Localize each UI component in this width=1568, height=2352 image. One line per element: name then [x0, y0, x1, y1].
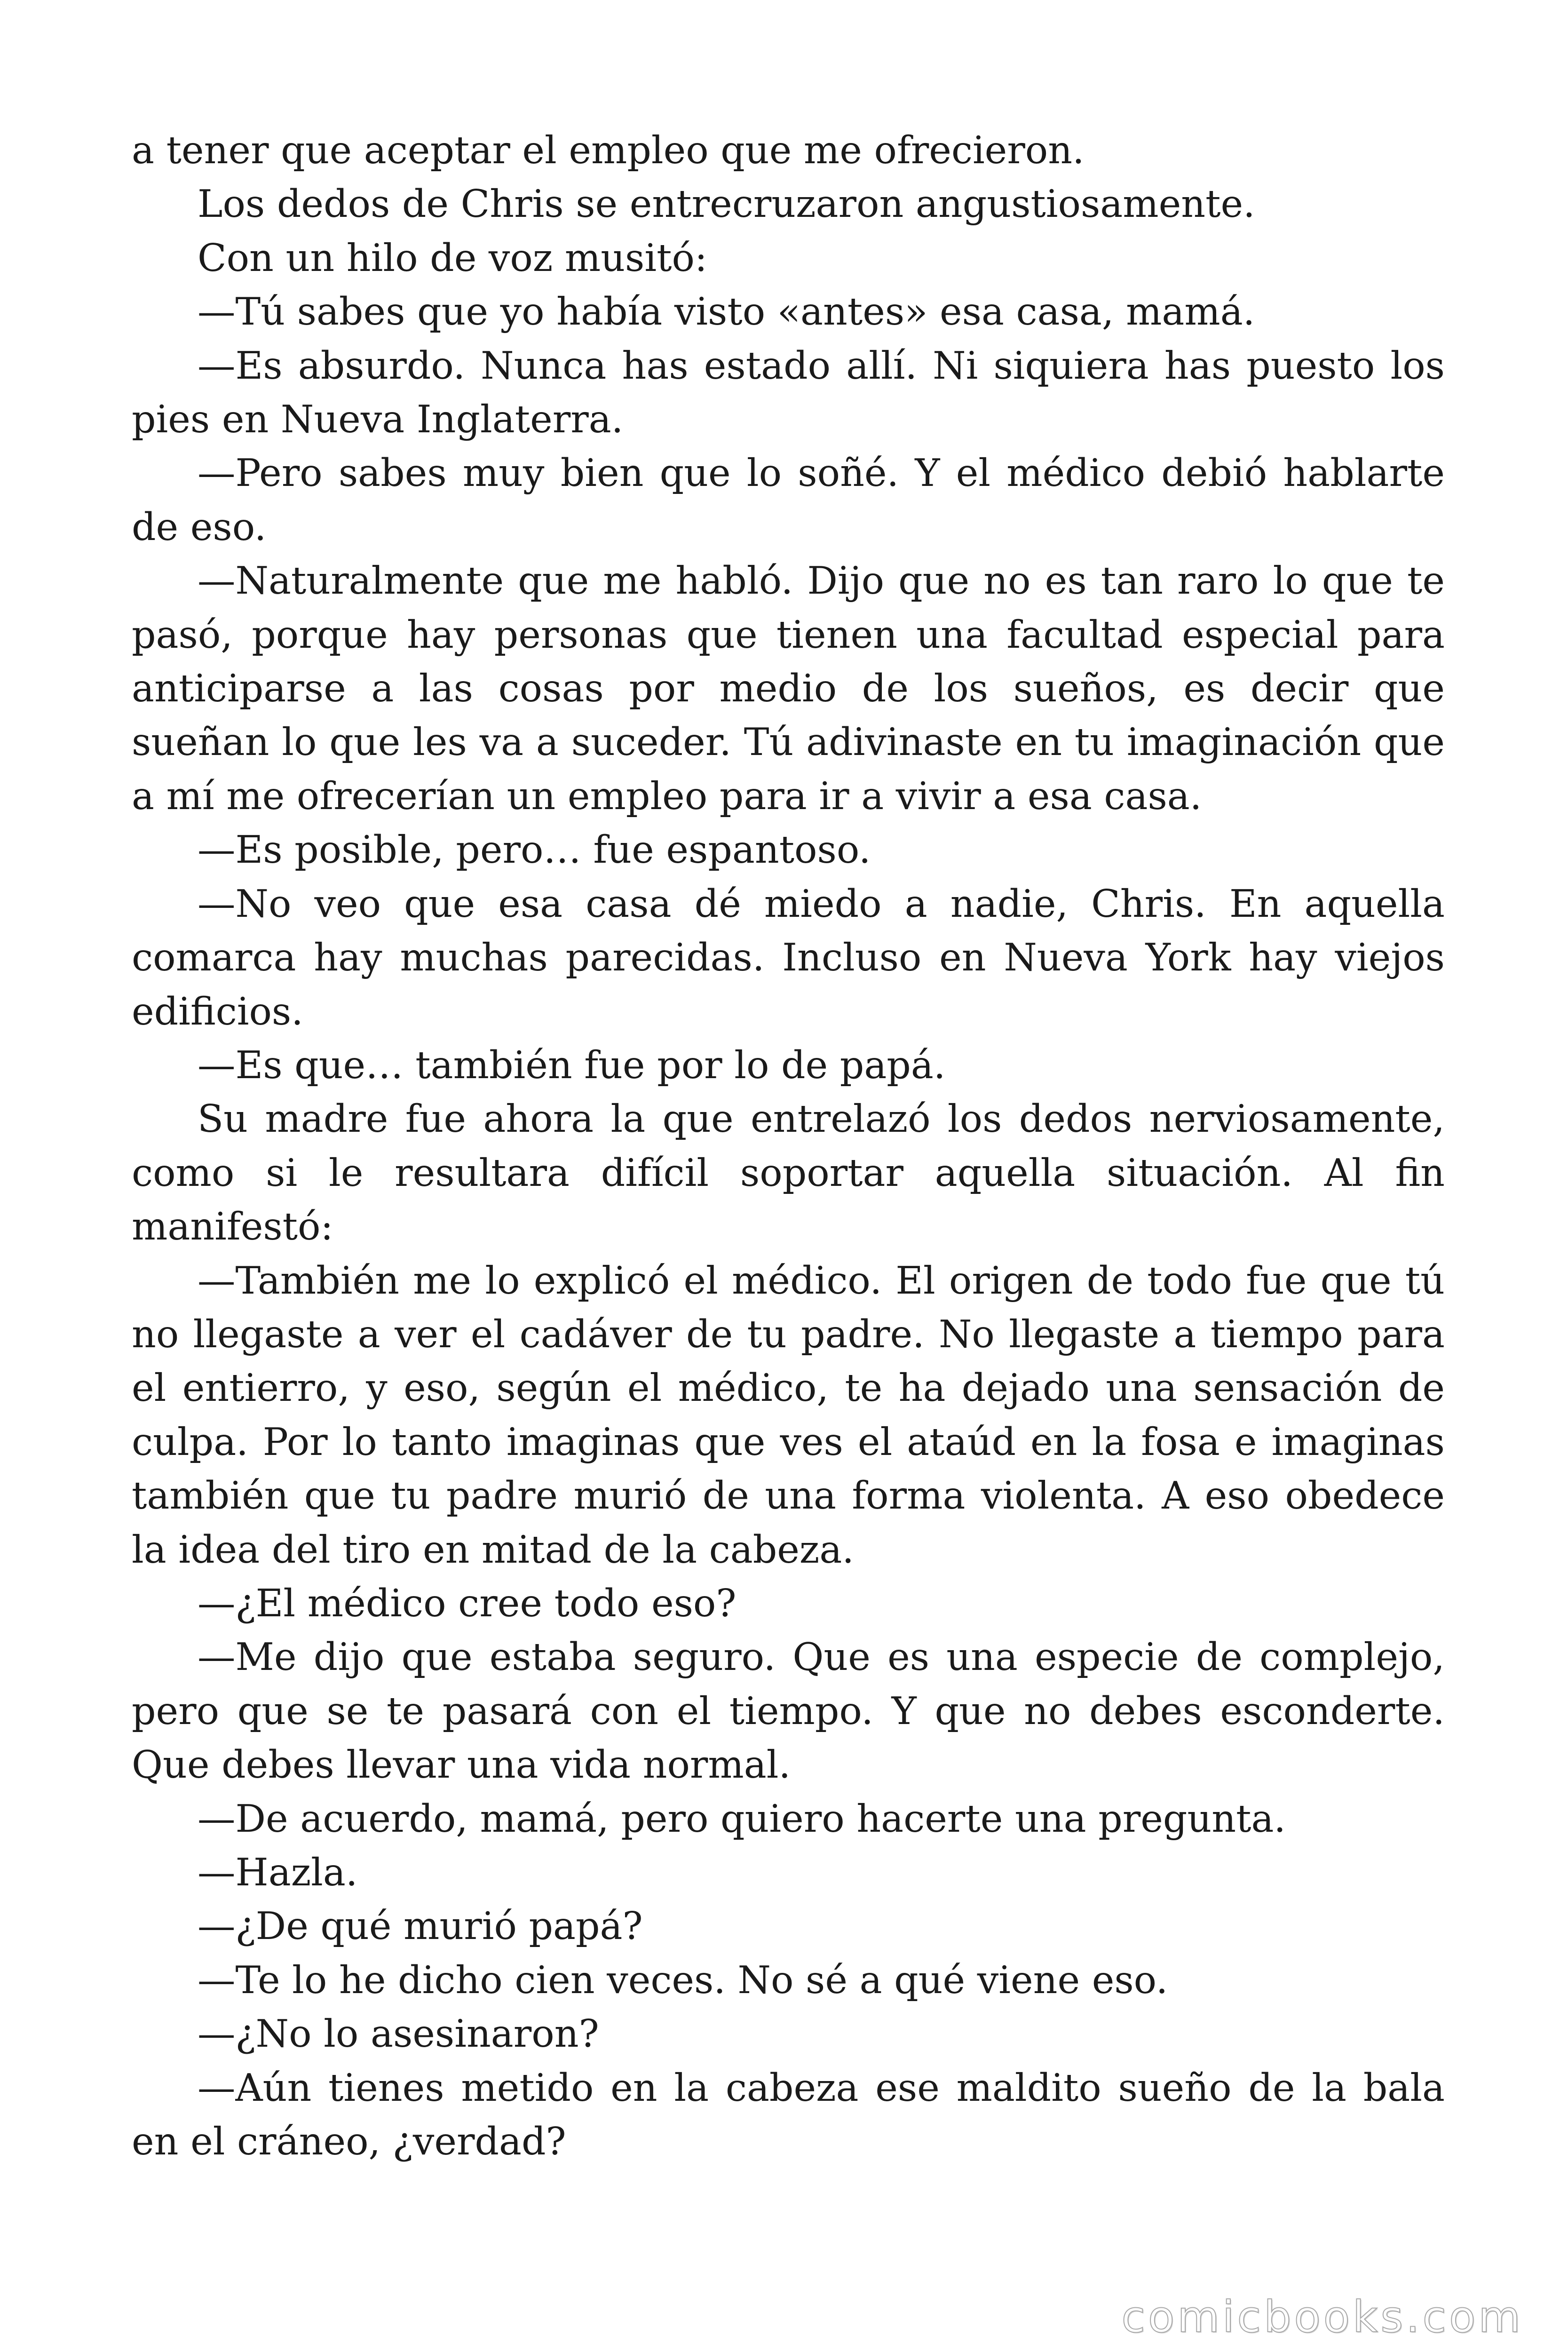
paragraph: Los dedos de Chris se entrecruzaron angustiosamente.	[198, 182, 1255, 226]
paragraph: —Me dijo que estaba seguro. Que es una especie de complejo, pero que se te pasará con el tiempo. Y que no debes esconderte. Que debes llevar una vida normal.	[132, 1635, 1445, 1787]
paragraph: —¿El médico cree todo eso?	[198, 1581, 736, 1625]
paragraph: —De acuerdo, mamá, pero quiero hacerte una pregunta.	[198, 1796, 1286, 1841]
paragraph: —Es posible, pero… fue espantoso.	[198, 827, 871, 872]
paragraph: —Aún tienes metido en la cabeza ese maldito sueño de la bala en el cráneo, ¿verdad?	[132, 2065, 1445, 2164]
paragraph: —Te lo he dicho cien veces. No sé a qué viene eso.	[198, 1957, 1168, 2002]
paragraph: —Pero sabes muy bien que lo soñé. Y el médico debió hablarte de eso.	[132, 451, 1445, 549]
paragraph: —No veo que esa casa dé miedo a nadie, Chris. En aquella comarca hay muchas parecidas. Incluso en Nueva York hay viejos edificios.	[132, 881, 1445, 1033]
paragraph: —Es que… también fue por lo de papá.	[198, 1042, 946, 1087]
paragraph: —Hazla.	[198, 1850, 358, 1894]
paragraph: —También me lo explicó el médico. El origen de todo fue que tú no llegaste a ver el cadáver de tu padre. No llegaste a tiempo para el entierro, y eso, según el médico, te ha dejado una sensación de culpa. Por lo tanto imaginas que ves el ataúd en la fosa e imaginas también que tu padre murió de una forma violenta. A eso obedece la idea del tiro en mitad de la cabeza.	[132, 1258, 1445, 1572]
paragraph: —Es absurdo. Nunca has estado allí. Ni siquiera has puesto los pies en Nueva Inglaterra.	[132, 343, 1445, 442]
paragraph: Su madre fue ahora la que entrelazó los dedos nerviosamente, como si le resultara difícil soportar aquella situación. Al fin manifestó:	[132, 1097, 1445, 1249]
paragraph: a tener que aceptar el empleo que me ofrecieron.	[132, 128, 1085, 172]
paragraph: —Tú sabes que yo había visto «antes» esa casa, mamá.	[198, 289, 1255, 334]
watermark: comicbooks.com	[1121, 2292, 1523, 2342]
paragraph: —¿No lo asesinaron?	[198, 2011, 599, 2056]
paragraph: —Naturalmente que me habló. Dijo que no es tan raro lo que te pasó, porque hay personas que tienen una facultad especial para anticiparse a las cosas por medio de los sueños, es decir que sueñan lo que les va a suceder. Tú adivinaste en tu imaginación que a mí me ofrecerían un empleo para ir a vivir a esa casa.	[132, 558, 1445, 818]
body-text	[132, 123, 1445, 2168]
paragraph: —¿De qué murió papá?	[198, 1904, 643, 1948]
paragraph: Con un hilo de voz musitó:	[198, 235, 708, 280]
